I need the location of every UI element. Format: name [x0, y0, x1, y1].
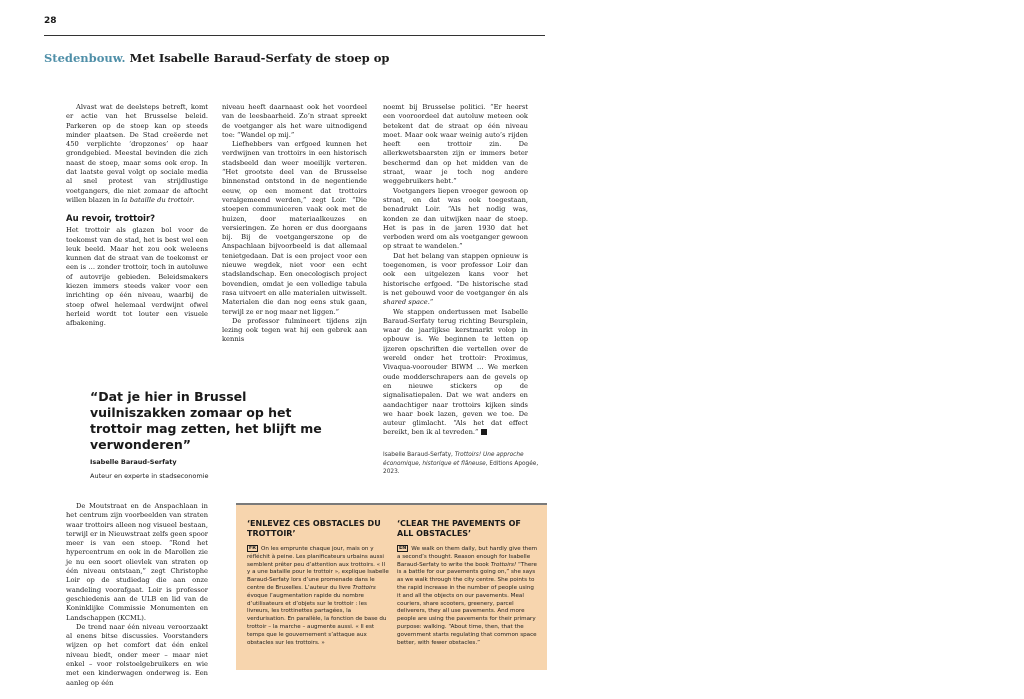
article-headline [44, 51, 564, 65]
section-label: Stedenbouw. [44, 51, 126, 65]
paragraph: Alvast wat de deelsteps betreft, komt er actie van het Brusselse beleid. Parkeren op de stoep kan op steeds minder plaatsen. De Stad creëerde net 450 verplichte ‘dropzones’ op haar grondgebied. Meestal bevinden die zich naast de stoep, maar soms ook erop. In dat laatste geval volgt op sociale media al snel protest van strijdlustige voetgangers, die niet zomaar de aftocht willen blazen in la bataille du trottoir. [66, 103, 208, 204]
paragraph: De Moutstraat en de Anspachlaan in het centrum zijn voorbeelden van straten waar trottoirs alleen nog visueel bestaan, terwijl er in Nieuwstraat zelfs geen spoor meer is van een stoep. “Rond het hypercentrum en ook in de Marollen zie je nu een soort olievlek van straten op één niveau ontstaan,” zegt Christophe Loir op de studiedag die aan onze wandeling voorafgaat. Loir is professor geschiedenis aan de ULB en lid van de Koninklijke Commissie Monumenten en Landschappen (KCML). [66, 502, 208, 622]
header-rule [44, 35, 545, 36]
pull-quote-role: Auteur en experte in stadseconomie [90, 472, 209, 480]
end-mark-icon [481, 429, 487, 435]
paragraph: We stappen ondertussen met Isabelle Baraud-Serfaty terug richting Beursplein, waar de jaarlijkse kerstmarkt volop in opbouw is. We beginnen te letten op ijzeren opschriften die vertellen over de wereld onder het trottoir: Proximus, Vivaqua-voorouder BIWM … We merken oude modderschrapers aan de gevels op en nieuwe stickers op de signalisatiepalen. Dat we wat anders en aandachtiger naar trottoirs kijken sinds we haar boek lazen, geven we toe. De auteur glimlacht. “Als het dat effect bereikt, ben ik al tevreden.” [383, 307, 528, 437]
page-number: 28 [44, 16, 57, 26]
paragraph: noemt bij Brusselse politici. “Er heerst een vooroordeel dat autoluw meteen ook betekent dat de straat op één niveau moet. Maar ook waar weinig auto’s rijden heeft een trottoir zin. De allerkwetsbaarsten zijn er immers beter beschermd dan op het midden van de straat, waar je toch nog andere weggebruikers hebt.” [383, 103, 528, 186]
paragraph: Voetgangers liepen vroeger gewoon op straat, en dat was ook toegestaan, benadrukt Loir. “Als het nodig was, konden ze dan uitwijken naar de stoep. Het is pas in de jaren 1930 dat het verboden werd om als voetganger gewoon op straat te wandelen.” [383, 186, 528, 251]
summary-fr-title: ‘ENLEVEZ CES OBSTACLES DU TROTTOIR’ [247, 519, 381, 538]
paragraph: niveau heeft daarnaast ook het voordeel van de leesbaarheid. Zo’n straat spreekt de voetganger als het ware uitnodigend toe: “Wandel op mij.” [222, 103, 367, 139]
column-3 [383, 103, 528, 438]
summary-en-text: EN We walk on them daily, but hardly give them a second’s thought. Reason enough for Isabelle Baraud-Serfaty to write the book Trottoirs! “There is a battle for our pavements going on,” she says as we walk through the city centre. She points to the rapid increase in the number of people using it and all the objects on our pavements. Meal couriers, share scooters, greenery, parcel deliverers, they all use pavements. And more people are using the pavements for their primary purpose: walking. “About time, then, that the government starts regulating that common space better, with fewer obstacles.” [397, 546, 538, 646]
pull-quote-text: “Dat je hier in Brussel vuilniszakken zomaar op het trottoir mag zetten, het blijft me verwonderen” [90, 389, 322, 452]
translation-box [236, 503, 547, 670]
paragraph: De professor fulmineert tijdens zijn lezing ook tegen wat hij een gebrek aan kennis [222, 316, 367, 344]
paragraph: De trend naar één niveau veroorzaakt al enens bitse discussies. Voorstanders wijzen op het comfort dat één enkel niveau biedt, onder meer – maar niet enkel – voor rolstoelgebruikers en wie met een kinderwagen onderweg is. Een aanleg op één [66, 622, 208, 687]
language-tag-fr: FR [249, 546, 256, 551]
pull-quote [90, 389, 330, 480]
summary-fr-text: FR On les emprunte chaque jour, mais on y réfléchit à peine. Les planificateurs urbains aussi semblent prêter peu d’attention aux trottoirs. « Il y a une bataille pour le trottoir », explique Isabelle Baraud-Serfaty lors d’une promenade dans le centre de Bruxelles. L’auteur du livre Trottoirs évoque l’augmentation rapide du nombre d’utilisateurs et d’objets sur le trottoir : les livreurs, les trottinettes partagées, la verdurisation. En parallèle, la fonction de base du trottoir – la marche – augmente aussi. « Il est temps que le gouvernement s’attaque aux obstacles sur les trottoirs. » [247, 546, 389, 646]
column-2 [222, 103, 367, 345]
book-credit: Isabelle Baraud-Serfaty, Trottoirs! Une approche économique, historique et flâneuse, Editions Apogée, 2023. [383, 452, 539, 476]
summary-fr [247, 519, 389, 647]
column-lower [66, 502, 208, 688]
summary-en-title: ‘CLEAR THE PAVEMENTS OF ALL OBSTACLES’ [397, 519, 521, 538]
subheading: Au revoir, trottoir? [66, 214, 156, 225]
column-1 [66, 103, 208, 329]
language-tag-en: EN [399, 546, 407, 551]
summary-en [397, 519, 539, 647]
paragraph: Liefhebbers van erfgoed kunnen het verdwijnen van trottoirs in een historisch stadsbeeld dan weer moeilijk verteren. “Het grootste deel van de Brusselse binnenstad ontstond in de negentiende eeuw, op een moment dat trottoirs veralgemeend werden,” zegt Loir. “Die stoepen communiceren vaak ook met de huizen, door materiaalkeuzes en versieringen. Ze horen er dus doorgaans bij. Bij de voetgangerszone op de Anspachlaan bijvoorbeeld is dat allemaal tenietgedaan. Dat is een project voor een nieuwe wegdek, niet voor een echt stadslandschap. Een onecologisch project bovendien, omdat je een volledige tabula rasa uitvoert en alle materialen uitwisselt. Materialen die dan nog eens stuk gaan, terwijl ze er nog maar net liggen.” [222, 140, 367, 316]
paragraph: Het trottoir als glazen bol voor de toekomst van de stad, het is best wel een leuk beeld. Maar het zou ook weleens kunnen dat de straat van de toekomst er een is … zonder trottoir, toch in autoluwe of autovrije gebieden. Beleidsmakers kiezen immers steeds vaker voor een inrichting op één niveau, waarbij de stoep ofwel helemaal verdwijnt ofwel herleid wordt tot louter een visuele afbakening. [66, 226, 208, 328]
paragraph: Dat het belang van stappen opnieuw is toegenomen, is voor professor Loir dan ook een uitgelezen kans voor het historische erfgoed. “De historische stad is net gebouwd voor de voetganger én als shared space.” [383, 251, 528, 307]
pull-quote-author: Isabelle Baraud-Serfaty [90, 458, 177, 466]
article-title: Met Isabelle Baraud-Serfaty de stoep op [129, 51, 390, 65]
